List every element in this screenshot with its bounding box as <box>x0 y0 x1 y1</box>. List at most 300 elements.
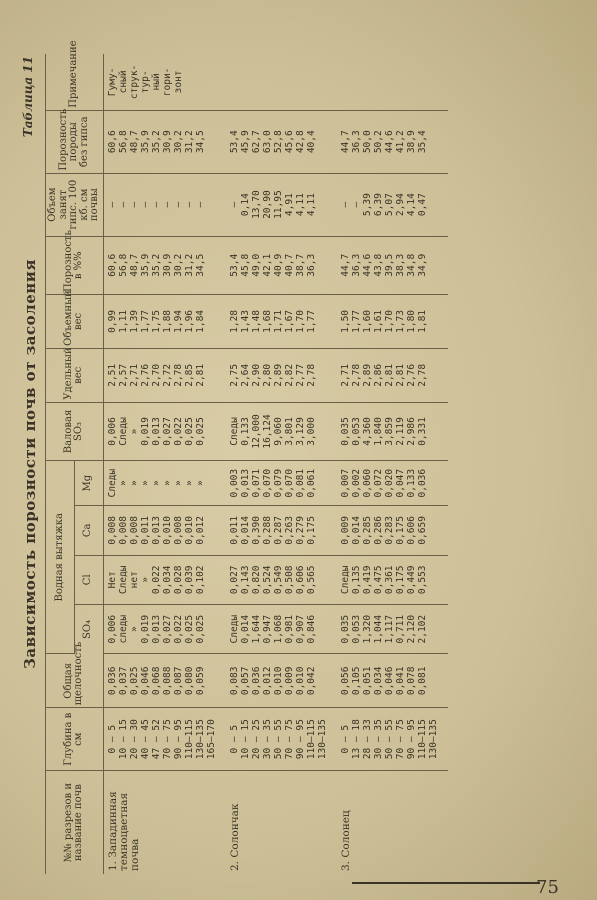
cell-value: — <box>139 201 150 208</box>
cell-value: — <box>106 201 117 208</box>
cell-value: — <box>183 201 194 208</box>
cell-value: 0,820 <box>250 565 261 595</box>
cell-value: 34,5 <box>194 130 205 154</box>
cell-value: 0,012 <box>194 516 205 545</box>
cell-value: 0,279 <box>294 516 305 545</box>
cell-value: 1,96 <box>183 309 194 333</box>
cell-value: 1,60 <box>361 309 372 333</box>
header-volume-weight: Объемный вес <box>45 294 103 348</box>
cell-value: 45,6 <box>283 130 294 154</box>
cell-value: 0,263 <box>283 516 294 545</box>
cell-value: 40,9 <box>272 253 283 277</box>
cell-value: 1,28 <box>228 309 239 333</box>
table-title: Зависимость порозности почв от засоления <box>20 259 39 669</box>
porosity-table <box>45 40 448 874</box>
cell-value: 90 — 95 <box>405 719 416 760</box>
cell-value: 2,94 <box>394 193 405 217</box>
cell-porwo <box>336 110 447 173</box>
cell-alkalinity <box>225 654 336 708</box>
cell-value: 0,003 <box>228 468 239 498</box>
cell-value: 0,081 <box>416 666 427 696</box>
cell-value: 0,059 <box>194 666 205 696</box>
cell-value: 2,81 <box>383 363 394 387</box>
header-alkalinity: Общая щелочность <box>45 654 103 708</box>
cell-value: » <box>139 576 150 583</box>
cell-spec <box>103 348 226 402</box>
cell-value: 0,288 <box>261 516 272 545</box>
cell-value: 35,9 <box>139 130 150 154</box>
cell-value: 0,025 <box>194 614 205 644</box>
cell-value: » <box>183 480 194 487</box>
header-gross-so3: Валовая SO₃ <box>45 402 103 460</box>
cell-value: 42,1 <box>261 253 272 277</box>
cell-value: 2,80 <box>261 363 272 387</box>
cell-value: 48,7 <box>128 130 139 154</box>
cell-depth <box>336 708 447 771</box>
cell-spec <box>336 348 447 402</box>
cell-value: 0,060 <box>361 468 372 498</box>
cell-value: 53,4 <box>228 130 239 154</box>
cell-value: 10 — 15 <box>117 719 128 760</box>
cell-value: — <box>172 201 183 208</box>
cell-value: 1,75 <box>150 309 161 333</box>
cell-value: — <box>161 201 172 208</box>
cell-value: 0,013 <box>150 614 161 644</box>
cell-value: 0,036 <box>250 666 261 696</box>
cell-alkalinity <box>336 654 447 708</box>
cell-value: 11,95 <box>272 190 283 219</box>
cell-value: 110—115 <box>416 719 427 760</box>
cell-value: — <box>194 201 205 208</box>
cell-value: 9,060 <box>272 417 283 446</box>
header-note: Примечание <box>45 54 103 110</box>
cell-value: 1,068 <box>272 614 283 644</box>
cell-value: 70 — 75 <box>394 719 405 760</box>
cell-value: 35,9 <box>139 253 150 277</box>
cell-value: 2,82 <box>283 363 294 387</box>
cell-ca <box>336 506 447 555</box>
header-soil: №№ разрезов и название почв <box>45 771 103 874</box>
cell-value: 130—135 <box>427 719 438 760</box>
cell-value: 2,86 <box>372 363 383 387</box>
cell-value: 47 — 52 <box>150 719 161 760</box>
cell-value: сный <box>117 70 128 94</box>
cell-depth <box>103 708 226 771</box>
cell-value: » <box>194 480 205 487</box>
cell-mg <box>103 461 226 506</box>
cell-value: 13,70 <box>250 190 261 219</box>
cell-vol <box>225 294 336 348</box>
cell-mg <box>336 461 447 506</box>
cell-value: 42,8 <box>294 130 305 154</box>
cell-value: 0,014 <box>350 516 361 545</box>
cell-value: 0,025 <box>183 614 194 644</box>
cell-value: 38,7 <box>294 253 305 277</box>
cell-value: 2,71 <box>128 363 139 387</box>
cell-value: 36,3 <box>350 130 361 154</box>
cell-value: 1,320 <box>361 614 372 644</box>
cell-ca <box>103 506 226 555</box>
cell-value: 0,083 <box>228 666 239 696</box>
cell-value: 0,011 <box>228 516 239 545</box>
cell-mg <box>225 461 336 506</box>
cell-value: 0,036 <box>416 468 427 498</box>
table-row <box>103 54 226 874</box>
cell-value: 130—135 <box>194 719 205 760</box>
cell-value: 1,84 <box>194 309 205 333</box>
cell-value: 60,6 <box>106 130 117 154</box>
cell-value: 1,70 <box>294 309 305 333</box>
cell-value: 20 — 25 <box>250 719 261 760</box>
cell-value: 2,76 <box>405 363 416 387</box>
cell-value: 1,644 <box>250 614 261 644</box>
header-porosity: Порозность в %% <box>45 236 103 294</box>
cell-value: 0,078 <box>405 666 416 696</box>
cell-value: 0,449 <box>405 565 416 595</box>
cell-value: 0,061 <box>305 468 316 498</box>
cell-value: 0,659 <box>416 516 427 545</box>
cell-value: 6,39 <box>372 193 383 217</box>
cell-value: 0,947 <box>261 614 272 644</box>
cell-value: 0,143 <box>239 565 250 595</box>
cell-value: 0,390 <box>250 516 261 545</box>
cell-value: 2,89 <box>272 363 283 387</box>
cell-value: 0,041 <box>394 666 405 696</box>
cell-value: 0,053 <box>350 417 361 446</box>
cell-value: 0,028 <box>172 565 183 595</box>
cell-value: 56,8 <box>117 130 128 154</box>
cell-value: струк- <box>128 64 139 100</box>
cell-value: 0,072 <box>372 468 383 498</box>
cell-value: 0,035 <box>339 614 350 644</box>
cell-value: — <box>150 201 161 208</box>
cell-value: 0,102 <box>194 565 205 595</box>
cell-value: » <box>117 480 128 487</box>
cell-value: 0,553 <box>416 565 427 595</box>
cell-value: 34,9 <box>416 253 427 277</box>
cell-value: 0,013 <box>239 468 250 498</box>
cell-value: 0,039 <box>183 565 194 595</box>
cell-value: » <box>161 480 172 487</box>
cell-value: 0,002 <box>350 468 361 498</box>
footer-rule <box>352 882 540 884</box>
cell-value: 36,3 <box>305 253 316 277</box>
cell-value: 0,022 <box>172 417 183 446</box>
cell-spec <box>225 348 336 402</box>
cell-value: 0,565 <box>305 565 316 595</box>
cell-value: 39,5 <box>383 253 394 277</box>
cell-value: 4,11 <box>294 193 305 217</box>
cell-por <box>336 236 447 294</box>
cell-value: 2,102 <box>416 614 427 644</box>
cell-value: 44,6 <box>361 253 372 277</box>
header-mg: Mg <box>74 461 103 506</box>
cell-value: 90 — 95 <box>294 719 305 760</box>
cell-value: 0,025 <box>194 417 205 446</box>
cell-value: 0,046 <box>383 666 394 696</box>
cell-value: — <box>128 201 139 208</box>
cell-value: 0,022 <box>150 565 161 595</box>
cell-value: 49,0 <box>250 253 261 277</box>
cell-value: 0,022 <box>172 614 183 644</box>
cell-value: 0,524 <box>261 565 272 595</box>
cell-value: 1,48 <box>250 309 261 333</box>
cell-value: 53,4 <box>228 253 239 277</box>
cell-value: 30,2 <box>172 130 183 154</box>
cell-value: 0,053 <box>350 614 361 644</box>
cell-value: 0,105 <box>350 666 361 696</box>
cell-value: 0,009 <box>283 666 294 696</box>
cell-value: 0,283 <box>383 516 394 545</box>
cell-value: 0,606 <box>405 516 416 545</box>
cell-value: 40 — 45 <box>139 719 150 760</box>
cell-value: 0,008 <box>117 516 128 545</box>
cell-value: 0,133 <box>405 468 416 498</box>
cell-value: » <box>128 480 139 487</box>
cell-value: 1,94 <box>172 309 183 333</box>
cell-value: 43,8 <box>372 253 383 277</box>
cell-value: 0,331 <box>416 417 427 446</box>
cell-vol <box>336 294 447 348</box>
cell-value: 52,8 <box>272 130 283 154</box>
cell-value: 1,80 <box>405 309 416 333</box>
table-label: Таблица 11 <box>20 56 35 138</box>
cell-value: 0,057 <box>239 666 250 696</box>
cell-value: 1,11 <box>117 309 128 333</box>
cell-porwo <box>225 110 336 173</box>
cell-value: 3,129 <box>294 417 305 446</box>
cell-cl <box>103 555 226 604</box>
cell-value: 12,000 <box>250 414 261 449</box>
cell-value: 0,013 <box>150 417 161 446</box>
cell-value: 2,89 <box>361 363 372 387</box>
cell-value: 4,11 <box>305 193 316 217</box>
cell-value: 0,014 <box>239 516 250 545</box>
cell-value: 35,4 <box>416 130 427 154</box>
cell-value: » <box>128 428 139 435</box>
cell-value: 0,027 <box>161 614 172 644</box>
cell-value: 4,14 <box>405 193 416 217</box>
cell-value: 2,70 <box>150 363 161 387</box>
cell-value: 0,011 <box>139 516 150 545</box>
cell-value: » <box>139 480 150 487</box>
cell-value: 1,81 <box>416 309 427 333</box>
cell-value: 50 — 55 <box>272 719 283 760</box>
header-porosity-wo-gypsum: Порозность породы без гипса <box>45 110 103 173</box>
cell-value: 1,71 <box>272 309 283 333</box>
cell-value: 10 — 15 <box>239 719 250 760</box>
cell-value: 0,175 <box>305 516 316 545</box>
cell-value: 36,3 <box>350 253 361 277</box>
cell-value: 1,68 <box>261 309 272 333</box>
cell-so4 <box>103 604 226 653</box>
cell-value: 1,61 <box>372 309 383 333</box>
cell-cl <box>336 555 447 604</box>
cell-value: 30,9 <box>161 253 172 277</box>
cell-value: 0,046 <box>139 666 150 696</box>
cell-gyp <box>336 173 447 236</box>
cell-value: 0,010 <box>183 516 194 545</box>
cell-value: гори- <box>161 67 172 97</box>
cell-value: 3,859 <box>383 417 394 446</box>
cell-value: 0,133 <box>239 417 250 446</box>
cell-value: 90 — 95 <box>172 719 183 760</box>
cell-value: 0,034 <box>372 666 383 696</box>
cell-value: 50,2 <box>372 130 383 154</box>
cell-value: 1,117 <box>383 614 394 644</box>
cell-value: 35,2 <box>150 253 161 277</box>
cell-value: 1,77 <box>139 309 150 333</box>
page-number: 75 <box>536 877 559 898</box>
cell-value: — <box>350 201 361 208</box>
cell-value: 130—135 <box>316 719 327 760</box>
cell-so3 <box>336 402 447 460</box>
cell-value: 48,7 <box>128 253 139 277</box>
cell-value: 0,14 <box>239 193 250 217</box>
cell-value: 13 — 18 <box>350 719 361 760</box>
cell-value: 34,8 <box>405 253 416 277</box>
cell-value: Следы <box>106 468 117 498</box>
cell-value: 2,71 <box>339 363 350 387</box>
cell-value: 0,007 <box>339 468 350 498</box>
cell-so4 <box>225 604 336 653</box>
cell-depth <box>225 708 336 771</box>
cell-value: Следы <box>228 614 239 644</box>
cell-value: 0,081 <box>294 468 305 498</box>
cell-value: Следы <box>228 417 239 446</box>
cell-value: Нет <box>106 571 117 589</box>
cell-value: 16,124 <box>261 414 272 449</box>
cell-value: 2,120 <box>405 614 416 644</box>
cell-value: 2,57 <box>117 363 128 387</box>
cell-value: 0,419 <box>361 565 372 595</box>
cell-value: 1,73 <box>394 309 405 333</box>
cell-value: 0,019 <box>139 417 150 446</box>
cell-value: 0,027 <box>161 417 172 446</box>
cell-value: 0,008 <box>128 516 139 545</box>
cell-value: 0,020 <box>383 468 394 498</box>
cell-value: 62,7 <box>250 130 261 154</box>
cell-value: 0,008 <box>106 516 117 545</box>
cell-value: 45,8 <box>239 253 250 277</box>
cell-value: — <box>117 201 128 208</box>
cell-value: 4,360 <box>361 417 372 446</box>
cell-value: 20 — 30 <box>128 719 139 760</box>
cell-value: Следы <box>117 565 128 595</box>
soil-name: 2. Солончак <box>228 803 240 871</box>
cell-value: 0,006 <box>106 614 117 644</box>
cell-value: 5,39 <box>361 193 372 217</box>
cell-value: 1,044 <box>372 614 383 644</box>
cell-note <box>225 54 336 110</box>
cell-value: 50 — 55 <box>383 719 394 760</box>
cell-value: 0 — 5 <box>106 724 117 754</box>
cell-value: тур- <box>139 70 150 94</box>
cell-value: — <box>339 201 350 208</box>
cell-value: 2,81 <box>194 363 205 387</box>
cell-value: 44,7 <box>339 130 350 154</box>
cell-value: 2,78 <box>350 363 361 387</box>
cell-value: 0,287 <box>272 516 283 545</box>
cell-value: 4,91 <box>283 193 294 217</box>
cell-value: 3,000 <box>305 417 316 446</box>
cell-gyp <box>103 173 226 236</box>
cell-value: 0,035 <box>339 417 350 446</box>
cell-value: 0,711 <box>394 614 405 644</box>
cell-value: 56,8 <box>117 253 128 277</box>
cell-value: 0,068 <box>150 666 161 696</box>
cell-value: 0,010 <box>294 666 305 696</box>
cell-value: 1,840 <box>372 417 383 446</box>
cell-value: 2,75 <box>228 363 239 387</box>
cell-value: 0,034 <box>161 565 172 595</box>
cell-value: 2,85 <box>183 363 194 387</box>
cell-value: 0,027 <box>228 565 239 595</box>
cell-value: 1,77 <box>305 309 316 333</box>
cell-value: 1,50 <box>339 309 350 333</box>
cell-so3 <box>225 402 336 460</box>
cell-value: 2,77 <box>294 363 305 387</box>
cell-note <box>336 54 447 110</box>
cell-value: 2,78 <box>416 363 427 387</box>
cell-value: 0,006 <box>106 417 117 446</box>
cell-value: 0,135 <box>350 565 361 595</box>
cell-value: 0,907 <box>294 614 305 644</box>
cell-value: 50,0 <box>361 130 372 154</box>
cell-value: 0,025 <box>183 417 194 446</box>
cell-porwo <box>103 110 226 173</box>
cell-value: 0,079 <box>272 468 283 498</box>
cell-value: 165—170 <box>205 719 216 760</box>
cell-value: 2,986 <box>405 417 416 446</box>
cell-value: 0,087 <box>172 666 183 696</box>
cell-value: 1,39 <box>128 309 139 333</box>
cell-value: ный <box>150 73 161 91</box>
cell-value: 0,99 <box>106 309 117 333</box>
rotated-sheet <box>20 40 561 874</box>
cell-value: 0,47 <box>416 193 427 217</box>
cell-value: 0,051 <box>361 666 372 696</box>
cell-cl <box>225 555 336 604</box>
cell-value: 38,3 <box>394 253 405 277</box>
cell-value: 2,81 <box>394 363 405 387</box>
cell-value: 0,010 <box>161 516 172 545</box>
cell-value: 30,9 <box>161 130 172 154</box>
cell-value: 44,7 <box>339 253 350 277</box>
cell-value: 0,037 <box>117 666 128 696</box>
cell-value: — <box>228 201 239 208</box>
cell-value: 0,475 <box>372 565 383 595</box>
cell-value: 0,070 <box>261 468 272 498</box>
cell-value: 0,088 <box>161 666 172 696</box>
cell-value: 63,0 <box>261 130 272 154</box>
cell-value: Следы <box>339 565 350 595</box>
soil-name: 3. Солонец <box>339 810 351 871</box>
table-body <box>103 54 448 874</box>
cell-so3 <box>103 402 226 460</box>
cell-value: 35,2 <box>150 130 161 154</box>
cell-value: 0,012 <box>261 666 272 696</box>
header-ca: Ca <box>74 506 103 555</box>
cell-value: 0,606 <box>294 565 305 595</box>
cell-value: 45,9 <box>239 130 250 154</box>
cell-so4 <box>336 604 447 653</box>
cell-value: 70 — 75 <box>283 719 294 760</box>
cell-alkalinity <box>103 654 226 708</box>
cell-ca <box>225 506 336 555</box>
cell-value: 2,72 <box>161 363 172 387</box>
header-cl: Cl <box>74 555 103 604</box>
